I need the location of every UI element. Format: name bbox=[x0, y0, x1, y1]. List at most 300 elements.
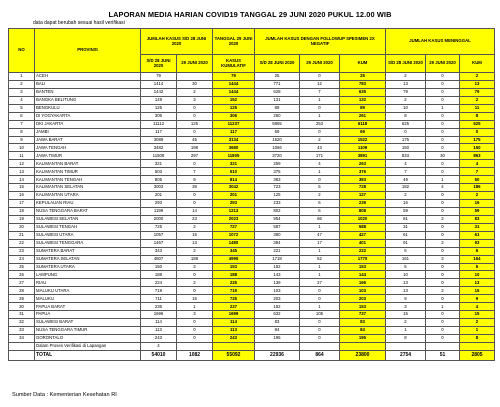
table-cell: 3482 bbox=[141, 144, 177, 152]
table-cell: 4 bbox=[141, 342, 177, 350]
province-cell: Dalam Proses Verifikasi di Lapangan bbox=[35, 342, 141, 350]
table-cell: 6 bbox=[460, 247, 495, 255]
table-cell: 401 bbox=[340, 239, 386, 247]
table-cell: 628 bbox=[255, 88, 300, 96]
table-cell: 152 bbox=[255, 303, 300, 311]
table-cell: 293 bbox=[213, 200, 255, 208]
table-cell: 61 bbox=[386, 231, 426, 239]
table-row bbox=[9, 200, 495, 208]
table-row bbox=[9, 303, 495, 311]
table-cell: 12 bbox=[9, 160, 35, 168]
table-cell: 1480 bbox=[213, 239, 255, 247]
table-row bbox=[9, 207, 495, 215]
table-cell: 1213 bbox=[213, 207, 255, 215]
table-cell: 2 bbox=[460, 73, 495, 81]
table-cell: 14 bbox=[9, 176, 35, 184]
table-cell: 79 bbox=[460, 88, 495, 96]
table-cell: 11805 bbox=[213, 152, 255, 160]
table-cell: 11112 bbox=[141, 120, 177, 128]
table-cell: 19 bbox=[9, 215, 35, 223]
header-neg-kum: KUM bbox=[340, 55, 386, 73]
table-cell: 0 bbox=[177, 104, 213, 112]
table-cell: 6118 bbox=[340, 120, 386, 128]
table-cell: 152 bbox=[213, 96, 255, 104]
province-cell: SULAWESI BARAT bbox=[35, 319, 141, 327]
table-cell: 6 bbox=[300, 200, 340, 208]
table-cell bbox=[177, 73, 213, 81]
table-cell: 2 bbox=[386, 96, 426, 104]
table-cell: 0 bbox=[177, 200, 213, 208]
table-cell: 117 bbox=[141, 128, 177, 136]
table-body bbox=[9, 73, 495, 351]
table-cell: 175 bbox=[386, 136, 426, 144]
table-cell: 771 bbox=[255, 80, 300, 88]
table-cell: 203 bbox=[340, 295, 386, 303]
table-cell: 0 bbox=[426, 200, 460, 208]
table-cell: 84 bbox=[255, 327, 300, 335]
province-cell: PAPUA bbox=[35, 311, 141, 319]
table-cell: 5 bbox=[300, 184, 340, 192]
table-cell: 1066 bbox=[255, 144, 300, 152]
header-kasus-kum: KASUS KUMULATIF bbox=[213, 55, 255, 73]
table-cell: 0 bbox=[300, 334, 340, 342]
table-cell: 588 bbox=[340, 223, 386, 231]
table-cell bbox=[300, 342, 340, 350]
table-cell: 243 bbox=[213, 334, 255, 342]
table-row bbox=[9, 215, 495, 223]
table-cell: 13 bbox=[177, 239, 213, 247]
province-cell: MALUKU UTARA bbox=[35, 287, 141, 295]
table-cell: 343 bbox=[141, 247, 177, 255]
table-cell: 114 bbox=[213, 319, 255, 327]
table-cell: 153 bbox=[340, 263, 386, 271]
table-cell: 8 bbox=[460, 112, 495, 120]
table-cell: 1 bbox=[426, 176, 460, 184]
province-cell: MALUKU bbox=[35, 295, 141, 303]
table-cell: 30 bbox=[426, 152, 460, 160]
table-cell: 3089 bbox=[141, 136, 177, 144]
table-cell: 166 bbox=[340, 279, 386, 287]
table-cell: 3003 bbox=[141, 184, 177, 192]
table-cell: 3134 bbox=[213, 136, 255, 144]
table-cell: 2 bbox=[460, 96, 495, 104]
table-cell: 0 bbox=[177, 334, 213, 342]
table-cell: 1444 bbox=[213, 80, 255, 88]
table-cell: 728 bbox=[340, 184, 386, 192]
table-cell: 2 bbox=[177, 279, 213, 287]
table-cell: 11237 bbox=[213, 120, 255, 128]
province-cell: SULAWESI TENGGARA bbox=[35, 239, 141, 247]
table-cell: 2 bbox=[460, 192, 495, 200]
province-cell: JAWA TENGAH bbox=[35, 144, 141, 152]
table-cell: 2 bbox=[386, 73, 426, 81]
table-cell: 79 bbox=[386, 88, 426, 96]
table-cell: 61 bbox=[460, 231, 495, 239]
table-cell: 1 bbox=[300, 263, 340, 271]
table-cell: 5 bbox=[386, 263, 426, 271]
table-cell: 306 bbox=[141, 112, 177, 120]
table-cell: 29 bbox=[9, 295, 35, 303]
header-group-kasus: JUMLAH KASUS S/D 28 JUNI 2020 bbox=[141, 29, 213, 55]
table-cell: 103 bbox=[340, 287, 386, 295]
table-cell: 21 bbox=[9, 231, 35, 239]
table-cell: 49 bbox=[386, 176, 426, 184]
table-cell: 0 bbox=[460, 128, 495, 136]
header-neg-29: 29 JUNI 2020 bbox=[300, 55, 340, 73]
table-cell: 3 bbox=[386, 303, 426, 311]
table-cell: 150 bbox=[460, 144, 495, 152]
table-cell: 306 bbox=[213, 112, 255, 120]
table-row bbox=[9, 176, 495, 184]
province-cell: ACEH bbox=[35, 73, 141, 81]
table-row bbox=[9, 192, 495, 200]
table-row bbox=[9, 88, 495, 96]
table-cell: 814 bbox=[213, 176, 255, 184]
header-kasus-sd: S/D 28 JUNI 2020 bbox=[141, 55, 177, 73]
table-cell: 4 bbox=[460, 160, 495, 168]
table-cell: 161 bbox=[386, 255, 426, 263]
header-men-29: 29 JUNI 2020 bbox=[426, 55, 460, 73]
table-cell: 188 bbox=[213, 271, 255, 279]
table-cell: 103 bbox=[255, 287, 300, 295]
province-cell: KALIMANTAN UTARA bbox=[35, 192, 141, 200]
table-cell: 30 bbox=[177, 80, 213, 88]
province-cell: SULAWESI UTARA bbox=[35, 231, 141, 239]
total-label: TOTAL bbox=[35, 350, 141, 360]
table-cell: 260 bbox=[255, 112, 300, 120]
table-cell: 201 bbox=[213, 192, 255, 200]
table-cell: 224 bbox=[141, 279, 177, 287]
table-cell bbox=[9, 342, 35, 350]
table-cell: 236 bbox=[141, 303, 177, 311]
table-cell: 1 bbox=[460, 327, 495, 335]
table-cell: 0 bbox=[426, 120, 460, 128]
table-cell: 632 bbox=[255, 311, 300, 319]
table-cell: 93 bbox=[460, 239, 495, 247]
table-cell: 3720 bbox=[255, 152, 300, 160]
table-cell: 3680 bbox=[213, 144, 255, 152]
table-cell: 52 bbox=[300, 255, 340, 263]
table-cell: 9 bbox=[177, 176, 213, 184]
table-cell: 0 bbox=[426, 311, 460, 319]
table-cell: 0 bbox=[426, 136, 460, 144]
table-cell: 263 bbox=[340, 160, 386, 168]
table-cell: 127 bbox=[340, 192, 386, 200]
province-cell: SULAWESI TENGAH bbox=[35, 223, 141, 231]
table-cell: 105 bbox=[300, 311, 340, 319]
table-cell: 16 bbox=[460, 200, 495, 208]
table-cell: 954 bbox=[255, 215, 300, 223]
table-cell: 13 bbox=[9, 168, 35, 176]
table-cell: 7 bbox=[386, 168, 426, 176]
table-cell: 201 bbox=[141, 192, 177, 200]
table-cell: 6 bbox=[9, 112, 35, 120]
table-cell: 143 bbox=[255, 271, 300, 279]
table-cell: 31 bbox=[9, 311, 35, 319]
table-cell: 4995 bbox=[213, 255, 255, 263]
table-cell: 2 bbox=[386, 319, 426, 327]
table-row bbox=[9, 152, 495, 160]
table-cell bbox=[340, 342, 386, 350]
table-cell: 503 bbox=[141, 168, 177, 176]
table-cell bbox=[255, 342, 300, 350]
table-cell: 30 bbox=[9, 303, 35, 311]
province-cell: SUMATERA SELATAN bbox=[35, 255, 141, 263]
header-group-meninggal: JUMLAH KASUS MENINGGAL bbox=[386, 29, 495, 55]
table-cell: 15 bbox=[460, 287, 495, 295]
table-cell: 5865 bbox=[255, 120, 300, 128]
table-cell: 0 bbox=[177, 160, 213, 168]
table-cell: 7 bbox=[9, 120, 35, 128]
table-cell: 3 bbox=[177, 263, 213, 271]
table-cell: 427 bbox=[340, 231, 386, 239]
table-cell: 719 bbox=[141, 287, 177, 295]
table-cell: 635 bbox=[340, 88, 386, 96]
table-cell: 171 bbox=[300, 152, 340, 160]
table-cell: 66 bbox=[300, 215, 340, 223]
table-row bbox=[9, 271, 495, 279]
table-cell: 113 bbox=[141, 327, 177, 335]
province-cell: LAMPUNG bbox=[35, 271, 141, 279]
table-cell: 0 bbox=[300, 295, 340, 303]
table-cell: 198 bbox=[177, 144, 213, 152]
table-cell: 26 bbox=[9, 271, 35, 279]
table-cell: 13 bbox=[386, 287, 426, 295]
table-cell: 8 bbox=[386, 334, 426, 342]
table-cell: 3 bbox=[426, 255, 460, 263]
table-cell: 15 bbox=[177, 295, 213, 303]
table-cell: 0 bbox=[177, 112, 213, 120]
table-cell: 15 bbox=[9, 184, 35, 192]
table-cell: 0 bbox=[426, 295, 460, 303]
province-cell: DI YOGYAKARTA bbox=[35, 112, 141, 120]
table-cell: 15 bbox=[386, 311, 426, 319]
table-cell: 4 bbox=[9, 96, 35, 104]
table-cell: 1467 bbox=[141, 239, 177, 247]
table-cell: 5 bbox=[460, 263, 495, 271]
table-cell: 0 bbox=[300, 128, 340, 136]
header-neg-sd: S/D 28 JUNI 2020 bbox=[255, 55, 300, 73]
table-cell: 22 bbox=[9, 239, 35, 247]
table-cell: 0 bbox=[426, 231, 460, 239]
table-cell: 2 bbox=[300, 192, 340, 200]
table-cell: 233 bbox=[255, 200, 300, 208]
table-cell: 6 bbox=[300, 207, 340, 215]
table-cell: 9 bbox=[460, 295, 495, 303]
table-cell: 0 bbox=[426, 192, 460, 200]
table-cell bbox=[177, 342, 213, 350]
source-note: Sumber Data : Kementerian Kesehatan RI bbox=[12, 392, 117, 398]
table-cell: 11 bbox=[460, 104, 495, 112]
table-row bbox=[9, 168, 495, 176]
table-row bbox=[9, 136, 495, 144]
table-cell: 150 bbox=[141, 263, 177, 271]
table-cell: 2000 bbox=[141, 215, 177, 223]
table-cell: 2 bbox=[9, 80, 35, 88]
table-cell: 0 bbox=[426, 73, 460, 81]
table-cell: 83 bbox=[460, 215, 495, 223]
table-cell: 376 bbox=[340, 168, 386, 176]
table-cell: 11 bbox=[9, 152, 35, 160]
table-row bbox=[9, 287, 495, 295]
table-cell: 31 bbox=[460, 223, 495, 231]
table-cell: 863 bbox=[460, 152, 495, 160]
table-row bbox=[9, 96, 495, 104]
table-cell: 16 bbox=[386, 200, 426, 208]
table-cell: 1020 bbox=[340, 215, 386, 223]
table-cell: 203 bbox=[255, 295, 300, 303]
table-cell: 237 bbox=[213, 303, 255, 311]
table-cell: 186 bbox=[460, 184, 495, 192]
table-cell: 149 bbox=[141, 96, 177, 104]
table-cell: 7 bbox=[460, 168, 495, 176]
table-row bbox=[9, 144, 495, 152]
table-cell: 0 bbox=[426, 263, 460, 271]
table-cell: 2 bbox=[177, 88, 213, 96]
table-cell: 175 bbox=[460, 136, 495, 144]
table-cell: 83 bbox=[340, 319, 386, 327]
table-cell: 182 bbox=[386, 184, 426, 192]
table-cell: 18 bbox=[9, 207, 35, 215]
province-cell: KEPULAUAN RIAU bbox=[35, 200, 141, 208]
total-row bbox=[9, 350, 495, 360]
header-provinsi: PROVINSI bbox=[35, 29, 141, 73]
table-cell: 1 bbox=[426, 104, 460, 112]
table-row bbox=[9, 239, 495, 247]
table-cell: 226 bbox=[213, 279, 255, 287]
table-cell: 4807 bbox=[141, 255, 177, 263]
table-cell bbox=[386, 342, 426, 350]
table-cell: 27 bbox=[300, 279, 340, 287]
header-no: NO bbox=[9, 29, 35, 73]
table-cell: 31 bbox=[386, 223, 426, 231]
header-kasus-29: 29 JUNI 2020 bbox=[177, 55, 213, 73]
table-cell: 1 bbox=[300, 168, 340, 176]
table-cell: 9 bbox=[386, 295, 426, 303]
table-row bbox=[9, 128, 495, 136]
table-cell: 783 bbox=[340, 80, 386, 88]
table-cell: 7 bbox=[177, 168, 213, 176]
province-cell: BENGKULU bbox=[35, 104, 141, 112]
table-cell: 1770 bbox=[340, 255, 386, 263]
table-cell: 0 bbox=[426, 128, 460, 136]
table-cell: 1057 bbox=[141, 231, 177, 239]
table-cell: 321 bbox=[141, 160, 177, 168]
table-row bbox=[9, 73, 495, 81]
table-cell: 34 bbox=[9, 334, 35, 342]
table-cell: 3891 bbox=[340, 152, 386, 160]
table-cell: 239 bbox=[340, 200, 386, 208]
table-cell: 711 bbox=[141, 295, 177, 303]
table-cell: 69 bbox=[340, 128, 386, 136]
table-cell: 1696 bbox=[141, 311, 177, 319]
table-row bbox=[9, 342, 495, 350]
table-cell: 0 bbox=[426, 327, 460, 335]
table-cell: 81 bbox=[386, 215, 426, 223]
table-row bbox=[9, 319, 495, 327]
table-cell: 375 bbox=[255, 168, 300, 176]
table-cell: 1 bbox=[300, 247, 340, 255]
table-cell: 1522 bbox=[340, 136, 386, 144]
header-men-kum: KUM bbox=[460, 55, 495, 73]
table-cell: 15 bbox=[177, 231, 213, 239]
table-cell: 23 bbox=[177, 215, 213, 223]
table-cell: 10 bbox=[9, 144, 35, 152]
table-cell: 0 bbox=[426, 80, 460, 88]
table-row bbox=[9, 334, 495, 342]
table-cell: 0 bbox=[300, 104, 340, 112]
table-cell: 1 bbox=[300, 96, 340, 104]
table-cell: 2 bbox=[426, 287, 460, 295]
table-cell: 510 bbox=[213, 168, 255, 176]
table-cell: 6 bbox=[386, 247, 426, 255]
table-cell: 808 bbox=[340, 207, 386, 215]
table-cell: 4 bbox=[386, 160, 426, 168]
table-cell: 737 bbox=[340, 311, 386, 319]
table-cell: 16 bbox=[9, 192, 35, 200]
table-cell: 11508 bbox=[141, 152, 177, 160]
province-cell: GORONTALO bbox=[35, 334, 141, 342]
total-cell: 23800 bbox=[340, 350, 386, 360]
covid-report-table bbox=[8, 28, 495, 361]
header-group-negatif: JUMLAH KASUS DENGAN FOLLOWUP SPESIMEN 2X NEGATIF bbox=[255, 29, 386, 55]
table-cell: 253 bbox=[300, 120, 340, 128]
table-cell: 47 bbox=[300, 231, 340, 239]
province-cell: NUSA TENGGARA TIMUR bbox=[35, 327, 141, 335]
table-cell: 7 bbox=[300, 88, 340, 96]
table-cell: 12 bbox=[300, 80, 340, 88]
report-subtitle: data dapat berubah sesuai hasil verifikasi bbox=[33, 20, 125, 26]
table-cell: 24 bbox=[9, 255, 35, 263]
table-cell: 1442 bbox=[141, 88, 177, 96]
table-cell: 0 bbox=[426, 279, 460, 287]
province-cell: KALIMANTAN SELATAN bbox=[35, 184, 141, 192]
table-cell: 723 bbox=[255, 184, 300, 192]
table-cell: 0 bbox=[177, 271, 213, 279]
table-cell bbox=[213, 342, 255, 350]
province-cell: RIAU bbox=[35, 279, 141, 287]
table-cell: 132 bbox=[340, 96, 386, 104]
table-cell: 1072 bbox=[213, 231, 255, 239]
table-cell: 25 bbox=[340, 73, 386, 81]
table-cell: 89 bbox=[340, 104, 386, 112]
table-row bbox=[9, 80, 495, 88]
table-cell: 2 bbox=[426, 215, 460, 223]
table-cell: 89 bbox=[255, 104, 300, 112]
table-cell: 725 bbox=[141, 223, 177, 231]
table-cell: 43 bbox=[300, 144, 340, 152]
table-cell: 625 bbox=[460, 120, 495, 128]
table-cell: 2 bbox=[460, 319, 495, 327]
table-row bbox=[9, 104, 495, 112]
table-cell: 0 bbox=[300, 176, 340, 184]
table-row bbox=[9, 327, 495, 335]
table-row bbox=[9, 279, 495, 287]
table-cell: 383 bbox=[255, 176, 300, 184]
table-cell: 802 bbox=[255, 207, 300, 215]
table-cell: 8 bbox=[9, 128, 35, 136]
table-cell: 1414 bbox=[141, 80, 177, 88]
table-cell: 0 bbox=[177, 327, 213, 335]
table-cell: 15 bbox=[460, 311, 495, 319]
province-cell: JAMBI bbox=[35, 128, 141, 136]
table-cell: 14 bbox=[177, 207, 213, 215]
table-cell: 23 bbox=[9, 247, 35, 255]
table-cell: 153 bbox=[213, 263, 255, 271]
total-cell: 51 bbox=[426, 350, 460, 360]
table-cell: 4 bbox=[460, 303, 495, 311]
table-cell: 17 bbox=[9, 200, 35, 208]
